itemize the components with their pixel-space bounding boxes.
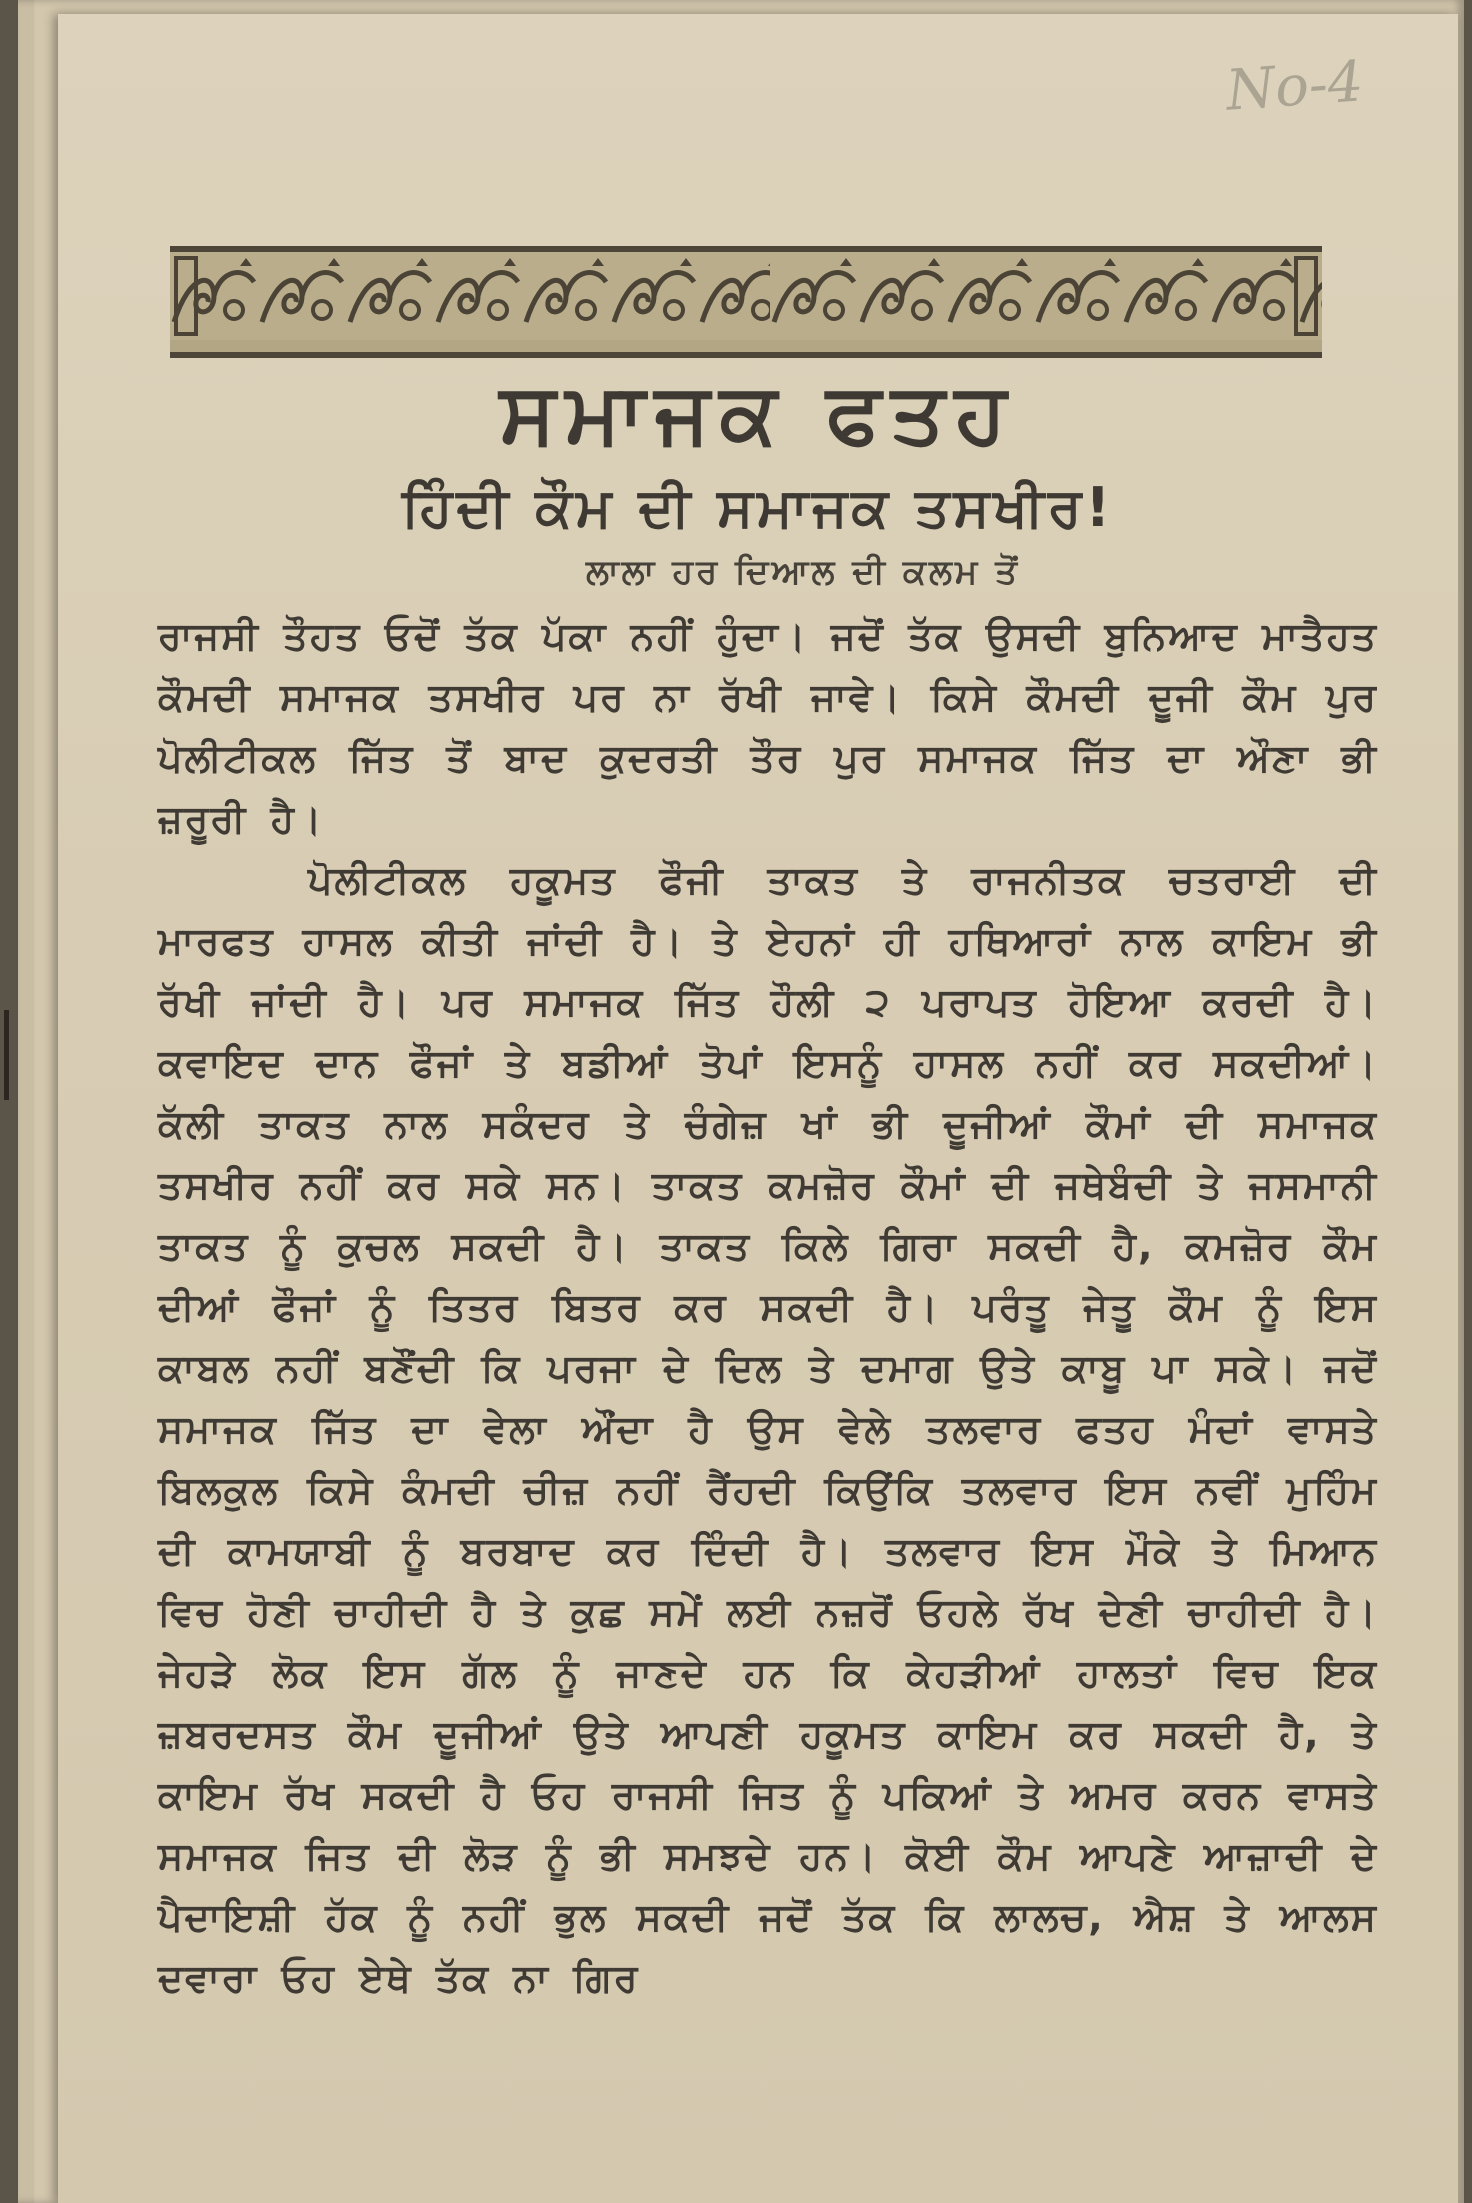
document-subtitle: ਹਿੰਦੀ ਕੌਮ ਦੀ ਸਮਾਜਕ ਤਸਖੀਰ!: [401, 476, 1115, 539]
article-body: [158, 606, 1378, 2009]
binding-mark: [4, 1010, 9, 1100]
ornamental-border-right: [770, 246, 1322, 358]
author-byline: ਲਾਲਾ ਹਰ ਦਿਆਲ ਦੀ ਕਲਮ ਤੋਂ: [585, 552, 1021, 592]
document-title: ਸਮਾਜਕ ਫਤਹ: [499, 364, 1017, 462]
floral-ornament-icon: [770, 252, 1322, 340]
document-sheet: [58, 14, 1458, 2203]
floral-ornament-icon: [170, 252, 788, 340]
corner-handwritten-mark: No-4: [1223, 49, 1366, 124]
body-paragraph: ਪੋਲੀਟੀਕਲ ਹਕੂਮਤ ਫੌਜੀ ਤਾਕਤ ਤੇ ਰਾਜਨੀਤਕ ਚਤਰਾਈ ਦੀ ਮਾਰਫਤ ਹਾਸਲ ਕੀਤੀ ਜਾਂਦੀ ਹੈ। ਤੇ ਏਹਨਾਂ ਹੀ ਹਥਿਆਰਾਂ ਨਾਲ ਕਾਇਮ ਭੀ ਰੱਖੀ ਜਾਂਦੀ ਹੈ। ਪਰ ਸਮਾਜਕ ਜਿੱਤ ਹੌਲੀ ੨ ਪਰਾਪਤ ਹੋਇਆ ਕਰਦੀ ਹੈ। ਕਵਾਇਦ ਦਾਨ ਫੌਜਾਂ ਤੇ ਬਡੀਆਂ ਤੋਪਾਂ ਇਸਨੂੰ ਹਾਸਲ ਨਹੀਂ ਕਰ ਸਕਦੀਆਂ। ਕੱਲੀ ਤਾਕਤ ਨਾਲ ਸਕੰਦਰ ਤੇ ਚੰਗੇਜ਼ ਖਾਂ ਭੀ ਦੂਜੀਆਂ ਕੌਮਾਂ ਦੀ ਸਮਾਜਕ ਤਸਖੀਰ ਨਹੀਂ ਕਰ ਸਕੇ ਸਨ। ਤਾਕਤ ਕਮਜ਼ੋਰ ਕੌਮਾਂ ਦੀ ਜਥੇਬੰਦੀ ਤੇ ਜਸਮਾਨੀ ਤਾਕਤ ਨੂੰ ਕੁਚਲ ਸਕਦੀ ਹੈ। ਤਾਕਤ ਕਿਲੇ ਗਿਰਾ ਸਕਦੀ ਹੈ, ਕਮਜ਼ੋਰ ਕੌਮ ਦੀਆਂ ਫੌਜਾਂ ਨੂੰ ਤਿਤਰ ਬਿਤਰ ਕਰ ਸਕਦੀ ਹੈ। ਪਰੰਤੂ ਜੇਤੂ ਕੌਮ ਨੂੰ ਇਸ ਕਾਬਲ ਨਹੀਂ ਬਣੌਂਦੀ ਕਿ ਪਰਜਾ ਦੇ ਦਿਲ ਤੇ ਦਮਾਗ ਉਤੇ ਕਾਬੂ ਪਾ ਸਕੇ। ਜਦੋਂ ਸਮਾਜਕ ਜਿੱਤ ਦਾ ਵੇਲਾ ਔਂਦਾ ਹੈ ਉਸ ਵੇਲੇ ਤਲਵਾਰ ਫਤਹ ਮੰਦਾਂ ਵਾਸਤੇ ਬਿਲਕੁਲ ਕਿਸੇ ਕੰਮਦੀ ਚੀਜ਼ ਨਹੀਂ ਰੈਂਹਦੀ ਕਿਉਂਕਿ ਤਲਵਾਰ ਇਸ ਨਵੀਂ ਮੁਹਿੰਮ ਦੀ ਕਾਮਯਾਬੀ ਨੂੰ ਬਰਬਾਦ ਕਰ ਦਿੰਦੀ ਹੈ। ਤਲਵਾਰ ਇਸ ਮੌਕੇ ਤੇ ਮਿਆਨ ਵਿਚ ਹੋਣੀ ਚਾਹੀਦੀ ਹੈ ਤੇ ਕੁਛ ਸਮੇਂ ਲਈ ਨਜ਼ਰੋਂ ਓਹਲੇ ਰੱਖ ਦੇਣੀ ਚਾਹੀਦੀ ਹੈ। ਜੇਹੜੇ ਲੋਕ ਇਸ ਗੱਲ ਨੂੰ ਜਾਣਦੇ ਹਨ ਕਿ ਕੇਹੜੀਆਂ ਹਾਲਤਾਂ ਵਿਚ ਇਕ ਜ਼ਬਰਦਸਤ ਕੌਮ ਦੂਜੀਆਂ ਉਤੇ ਆਪਣੀ ਹਕੂਮਤ ਕਾਇਮ ਕਰ ਸਕਦੀ ਹੈ, ਤੇ ਕਾਇਮ ਰੱਖ ਸਕਦੀ ਹੈ ਓਹ ਰਾਜਸੀ ਜਿਤ ਨੂੰ ਪਕਿਆਂ ਤੇ ਅਮਰ ਕਰਨ ਵਾਸਤੇ ਸਮਾਜਕ ਜਿਤ ਦੀ ਲੋੜ ਨੂੰ ਭੀ ਸਮਝਦੇ ਹਨ। ਕੋਈ ਕੌਮ ਆਪਣੇ ਆਜ਼ਾਦੀ ਦੇ ਪੈਦਾਇਸ਼ੀ ਹੱਕ ਨੂੰ ਨਹੀਂ ਭੁਲ ਸਕਦੀ ਜਦੋਂ ਤੱਕ ਕਿ ਲਾਲਚ, ਐਸ਼ ਤੇ ਆਲਸ ਦਵਾਰਾ ਓਹ ਏਥੇ ਤੱਕ ਨਾ ਗਿਰ: [158, 858, 1378, 2000]
ornamental-border-left: [170, 246, 788, 358]
body-paragraph: ਰਾਜਸੀ ਤੌਹਤ ਓਦੋਂ ਤੱਕ ਪੱਕਾ ਨਹੀਂ ਹੁੰਦਾ। ਜਦੋਂ ਤੱਕ ਉਸਦੀ ਬੁਨਿਆਦ ਮਾਤੈਹਤ ਕੌਮਦੀ ਸਮਾਜਕ ਤਸਖੀਰ ਪਰ ਨਾ ਰੱਖੀ ਜਾਵੇ। ਕਿਸੇ ਕੌਮਦੀ ਦੂਜੀ ਕੌਮ ਪੁਰ ਪੋਲੀਟੀਕਲ ਜਿੱਤ ਤੋਂ ਬਾਦ ਕੁਦਰਤੀ ਤੌਰ ਪੁਰ ਸਮਾਜਕ ਜਿੱਤ ਦਾ ਔਣਾ ਭੀ ਜ਼ਰੂਰੀ ਹੈ।: [158, 614, 1378, 841]
